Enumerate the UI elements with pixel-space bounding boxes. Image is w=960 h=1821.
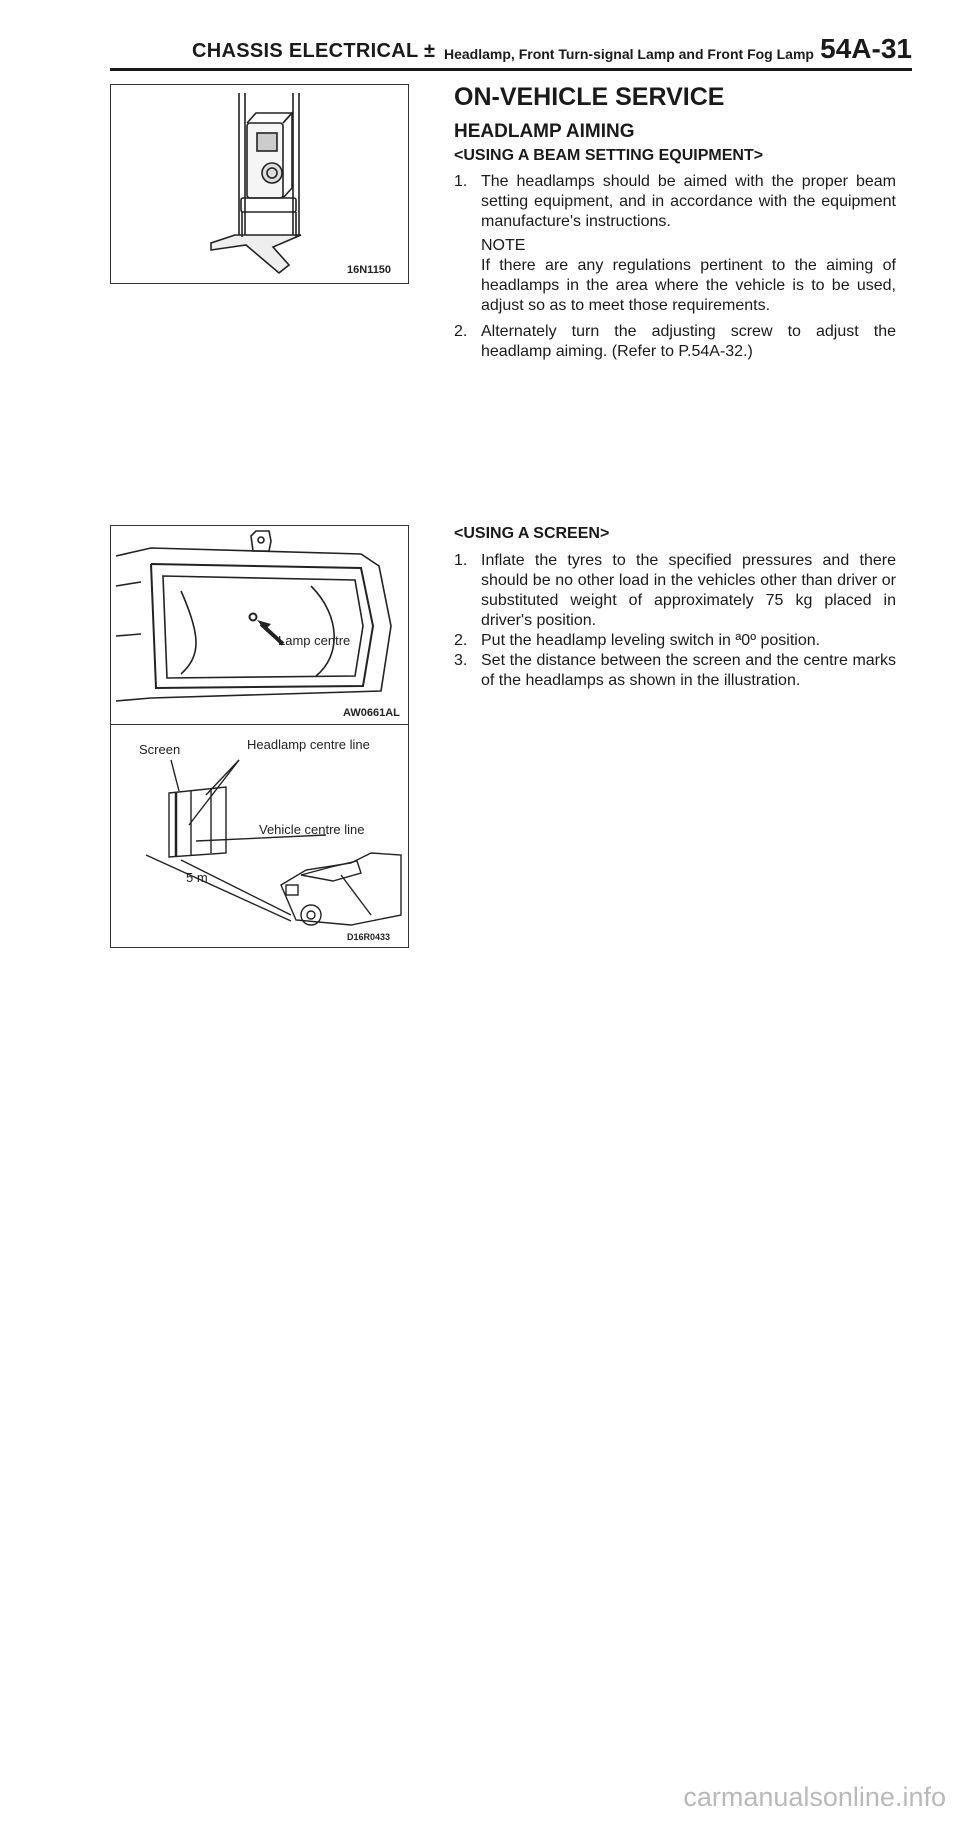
watermark: carmanualsonline.info	[683, 1782, 946, 1812]
step-text: Inflate the tyres to the specified pressures and there should be no other load in the vehicles other than driver or substituted weight of approximately 75 kg placed in driver's position.	[481, 552, 896, 629]
step-number: 1.	[454, 552, 468, 569]
step-text: Set the distance between the screen and the centre marks of the headlamps as shown in the illustration.	[481, 652, 896, 689]
subsection-heading-screen: <USING A SCREEN>	[454, 525, 610, 542]
figure-beam-setting-equipment	[110, 84, 409, 284]
beam-step-1	[454, 172, 896, 232]
figure-screen-setup	[110, 724, 409, 948]
page-header	[0, 0, 960, 70]
figure-headlamp-lamp-centre	[110, 525, 409, 725]
beam-step-2	[454, 322, 896, 362]
screen-step-1	[454, 551, 896, 631]
step-text: Put the headlamp leveling switch in ª0º position.	[481, 632, 821, 649]
section-title: Headlamp, Front Turn-signal Lamp and Front Fog Lamp	[444, 46, 814, 62]
subsection-heading-beam-equipment: <USING A BEAM SETTING EQUIPMENT>	[454, 147, 764, 164]
step-text: Alternately turn the adjusting screw to adjust the headlamp aiming. (Refer to P.54A-32.)	[481, 323, 896, 360]
section-heading: HEADLAMP AIMING	[454, 121, 635, 142]
distance-label: 5 m	[186, 870, 208, 885]
screen-step-3	[454, 651, 896, 691]
header-rule	[110, 68, 912, 71]
screen-setup-illustration	[111, 725, 410, 949]
chapter-title: CHASSIS ELECTRICAL ±	[192, 40, 436, 62]
headlamp-illustration	[111, 526, 410, 726]
figure-code: D16R0433	[347, 932, 391, 942]
step-text: The headlamps should be aimed with the proper beam setting equipment, and in accordance with the equipment manufacture's instructions.	[481, 173, 896, 230]
page-number: 54A-31	[820, 33, 912, 64]
step-number: 2.	[454, 323, 468, 340]
beam-setter-illustration	[111, 85, 410, 285]
step-number: 1.	[454, 173, 468, 190]
note-label: NOTE	[481, 237, 526, 254]
page-heading: ON-VEHICLE SERVICE	[454, 83, 725, 111]
step-number: 3.	[454, 652, 468, 669]
headlamp-centre-line-label: Headlamp centre line	[247, 737, 370, 752]
figure-code: 16N1150	[347, 264, 392, 276]
lamp-centre-label: Lamp centre	[278, 633, 351, 648]
step-number: 2.	[454, 632, 468, 649]
figure-code: AW0661AL	[343, 707, 400, 719]
vehicle-centre-line-label: Vehicle centre line	[259, 822, 365, 837]
screen-step-2	[454, 631, 896, 651]
screen-label: Screen	[139, 742, 181, 757]
note-text: If there are any regulations pertinent to the aiming of headlamps in the area where the vehicle is to be used, adjust so as to meet those requirements.	[481, 257, 896, 314]
